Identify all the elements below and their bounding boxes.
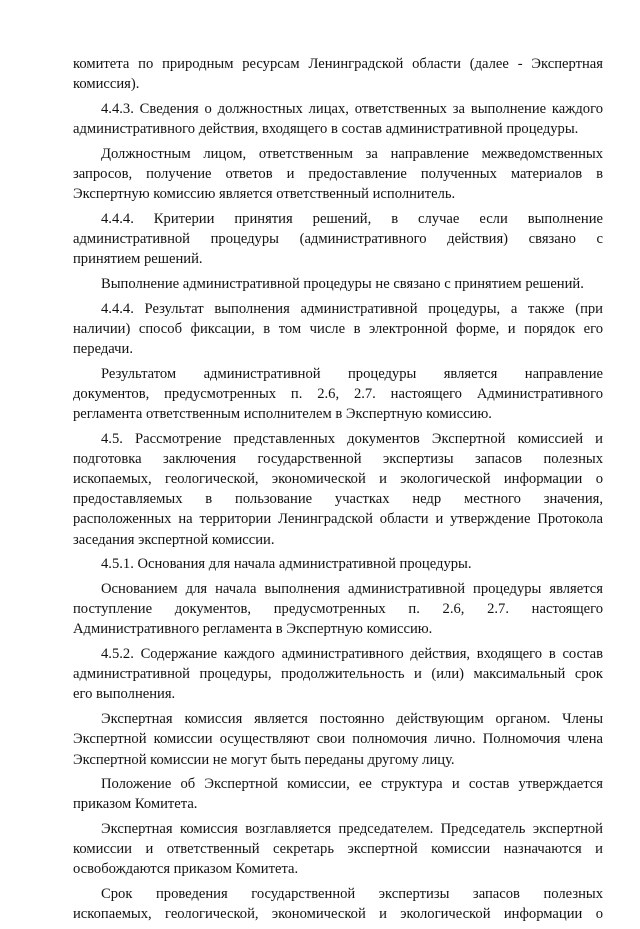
paragraph [73, 209, 603, 270]
paragraph [73, 884, 603, 924]
text-line: административной процедуры (административного действия) связано с [73, 231, 603, 247]
paragraph [73, 54, 603, 94]
text-line: административного действия, входящего в состав административной процедуры. [73, 121, 579, 138]
paragraph [73, 429, 603, 550]
text-line: расположенных на территории Ленинградской области и утверждение Протокола [73, 511, 603, 528]
text-line: заседания экспертной комиссии. [73, 531, 275, 548]
text-line: 4.5.1. Основания для начала административной процедуры. [101, 556, 472, 573]
paragraph [73, 554, 603, 574]
paragraph [73, 299, 603, 360]
text-line: комиссия). [73, 76, 140, 93]
text-line: Экспертной комиссии осуществляют свои полномочия лично. Полномочия члена [73, 731, 603, 748]
text-line: регламента ответственным исполнителем в Экспертную комиссию. [73, 406, 492, 422]
paragraph [73, 709, 603, 770]
text-line: Срок проведения государственной экспертизы запасов полезных [101, 886, 603, 903]
paragraph [73, 644, 603, 705]
text-line: ископаемых, геологической, экономической и экологической информации о [73, 906, 603, 923]
text-line: ископаемых, геологической, экономической и экологической информации о [73, 471, 603, 488]
document-body [73, 54, 603, 929]
text-line: наличии) способ фиксации, в том числе в электронной форме, и порядок его [73, 320, 603, 337]
text-line: запросов, получение ответов и предоставление полученных материалов в [73, 165, 603, 182]
text-line: освобождаются приказом Комитета. [73, 861, 299, 878]
text-line: Экспертная комиссия является постоянно действующим органом. Члены [101, 711, 603, 728]
text-line: 4.5. Рассмотрение представленных документов Экспертной комиссией и [101, 430, 603, 447]
text-line: комитета по природным ресурсам Ленинградской области (далее - Экспертная [73, 56, 603, 72]
text-line: Экспертная комиссия возглавляется председателем. Председатель экспертной [101, 821, 603, 838]
text-line: Выполнение административной процедуры не связано с принятием решений. [101, 275, 584, 292]
paragraph [73, 364, 603, 425]
text-line: Положение об Экспертной комиссии, ее структура и состав утверждается [101, 776, 603, 793]
text-line: подготовка заключения государственной экспертизы запасов полезных [73, 450, 603, 467]
text-line: его выполнения. [73, 686, 176, 703]
paragraph [73, 579, 603, 640]
paragraph [73, 144, 603, 205]
paragraph [73, 819, 603, 880]
paragraph [73, 774, 603, 814]
text-line: документов, предусмотренных п. 2.6, 2.7. настоящего Административного [73, 385, 603, 402]
text-line: предоставляемых в пользование участках недр местного значения, [73, 491, 603, 508]
text-line: 4.4.3. Сведения о должностных лицах, ответственных за выполнение каждого [101, 100, 603, 117]
text-line: 4.5.2. Содержание каждого административного действия, входящего в состав [101, 646, 603, 663]
text-line: поступление документов, предусмотренных п. 2.6, 2.7. настоящего [73, 601, 603, 618]
text-line: Административного регламента в Экспертную комиссию. [73, 621, 433, 638]
text-line: административной процедуры, продолжительность и (или) максимальный срок [73, 666, 603, 683]
text-line: передачи. [73, 340, 133, 357]
text-line: 4.4.4. Критерии принятия решений, в случае если выполнение [101, 210, 603, 227]
text-line: Должностным лицом, ответственным за направление межведомственных [101, 145, 603, 162]
text-line: 4.4.4. Результат выполнения административной процедуры, а также (при [101, 300, 603, 317]
text-line: принятием решений. [73, 251, 203, 268]
text-line: Результатом административной процедуры является направление [101, 365, 603, 382]
text-line: Экспертной комиссии не могут быть переданы другому лицу. [73, 751, 455, 768]
text-line: Экспертную комиссию является ответственный исполнитель. [73, 186, 456, 203]
paragraph [73, 99, 603, 139]
text-line: приказом Комитета. [73, 796, 198, 813]
text-line: Основанием для начала выполнения административной процедуры является [101, 581, 603, 597]
paragraph [73, 274, 603, 294]
text-line: комиссии и ответственный секретарь экспертной комиссии назначаются и [73, 841, 603, 858]
